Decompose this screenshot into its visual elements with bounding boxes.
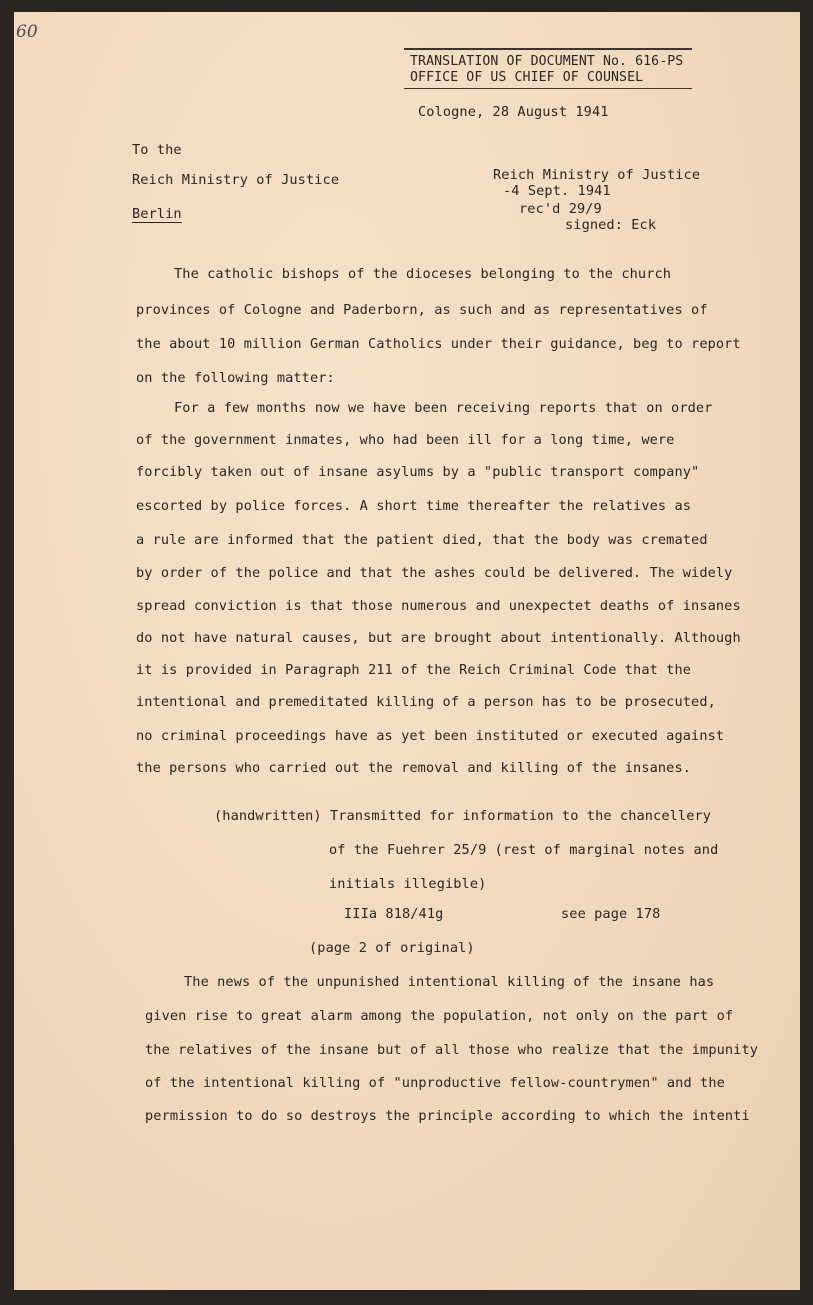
paragraph-2-line-4: escorted by police forces. A short time thereafter the relatives as (136, 498, 692, 514)
document-page (14, 12, 800, 1290)
file-reference: IIIa 818/41g (344, 906, 444, 922)
paragraph-2-line-2: of the government inmates, who had been ill for a long time, were (136, 432, 675, 448)
addressee-line-1: To the (132, 142, 182, 158)
receipt-line-3: rec'd 29/9 (519, 201, 602, 217)
paragraph-3-line-1: The news of the unpunished intentional killing of the insane has (184, 974, 715, 990)
paragraph-2-line-11: no criminal proceedings have as yet been instituted or executed against (136, 728, 725, 744)
paragraph-1-line-2: provinces of Cologne and Paderborn, as such and as representatives of (136, 302, 708, 318)
paragraph-3-line-2: given rise to great alarm among the population, not only on the part of (145, 1008, 734, 1024)
paragraph-2-line-12: the persons who carried out the removal and killing of the insanes. (136, 760, 692, 776)
handwritten-page-number: 60 (16, 22, 38, 42)
page-marker: (page 2 of original) (309, 940, 475, 956)
see-page-reference: see page 178 (561, 906, 661, 922)
dateline: Cologne, 28 August 1941 (418, 104, 609, 120)
paragraph-1-line-1: The catholic bishops of the dioceses belonging to the church (174, 266, 672, 282)
stamp-line-2: OFFICE OF US CHIEF OF COUNSEL (410, 70, 644, 85)
addressee-line-3: Berlin (132, 206, 182, 222)
paragraph-3-line-3: the relatives of the insane but of all those who realize that the impunity (145, 1042, 759, 1058)
paragraph-1-line-3: the about 10 million German Catholics under their guidance, beg to report (136, 336, 741, 352)
paragraph-2-line-7: spread conviction is that those numerous and unexpectet deaths of insanes (136, 598, 741, 614)
note-line-1: (handwritten) Transmitted for information to the chancellery (214, 808, 712, 824)
paragraph-2-line-5: a rule are informed that the patient died, that the body was cremated (136, 532, 708, 548)
translation-stamp (404, 48, 692, 89)
note-line-3: initials illegible) (329, 876, 487, 892)
paragraph-3-line-5: permission to do so destroys the principle according to which the intenti (145, 1108, 750, 1124)
receipt-line-2: -4 Sept. 1941 (503, 183, 611, 199)
note-line-2: of the Fuehrer 25/9 (rest of marginal notes and (329, 842, 719, 858)
receipt-line-4: signed: Eck (565, 217, 657, 233)
paragraph-2-line-10: intentional and premeditated killing of a person has to be prosecuted, (136, 694, 716, 710)
paragraph-2-line-3: forcibly taken out of insane asylums by a "public transport company" (136, 464, 700, 480)
paragraph-2-line-6: by order of the police and that the ashes could be delivered. The widely (136, 565, 733, 581)
paragraph-1-line-4: on the following matter: (136, 370, 335, 386)
stamp-line-1: TRANSLATION OF DOCUMENT No. 616-PS (410, 54, 684, 69)
paragraph-3-line-4: of the intentional killing of "unproductive fellow-countrymen" and the (145, 1075, 725, 1091)
paragraph-2-line-9: it is provided in Paragraph 211 of the Reich Criminal Code that the (136, 662, 692, 678)
receipt-line-1: Reich Ministry of Justice (493, 167, 701, 183)
addressee-line-2: Reich Ministry of Justice (132, 172, 340, 188)
paragraph-2-line-1: For a few months now we have been receiving reports that on order (174, 400, 713, 416)
paragraph-2-line-8: do not have natural causes, but are brought about intentionally. Although (136, 630, 741, 646)
